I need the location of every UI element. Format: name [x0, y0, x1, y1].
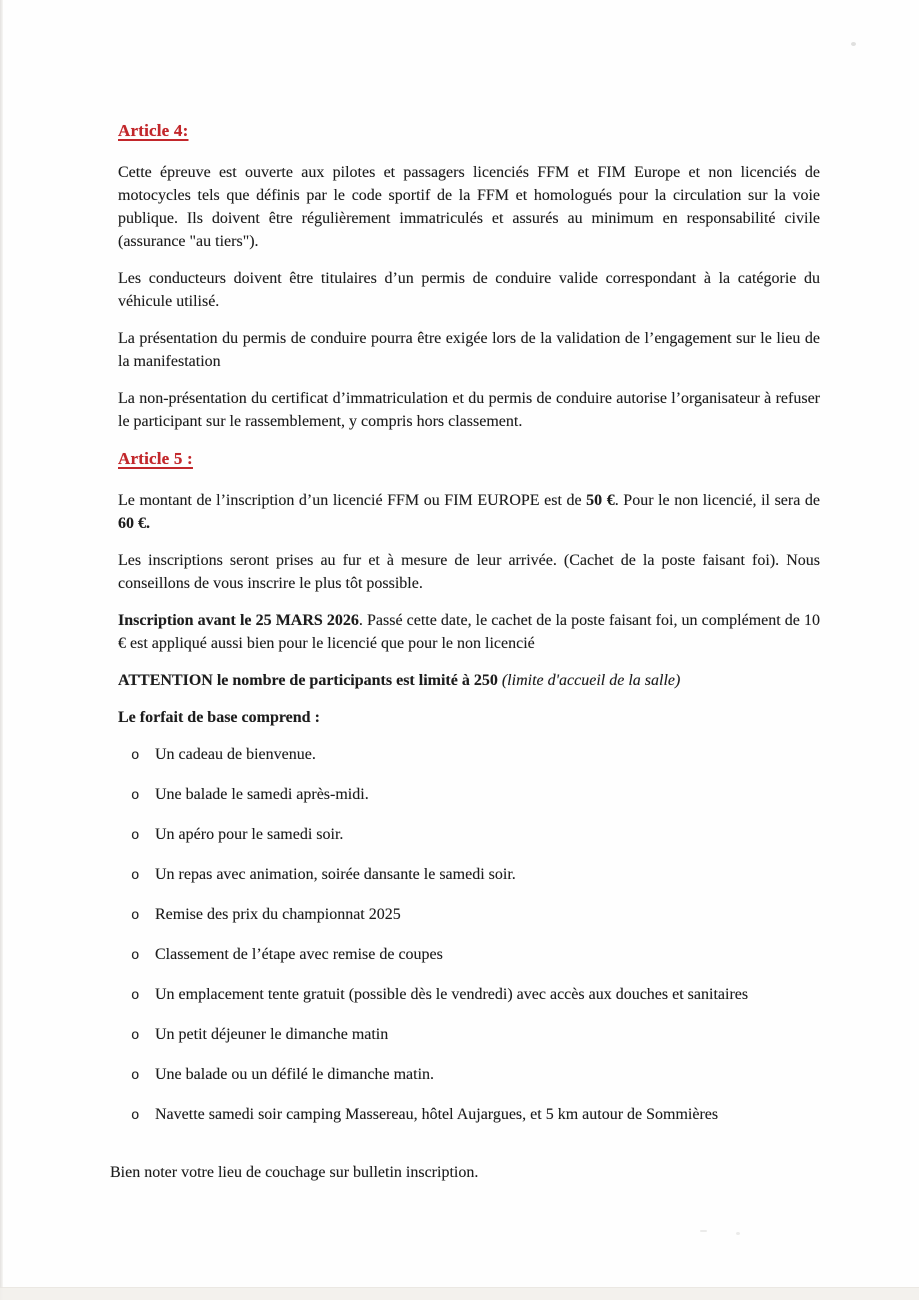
- paragraph-permis-conduire: Les conducteurs doivent être titulaires d’un permis de conduire valide correspondant à la catégorie du véhicule utilisé.: [118, 270, 820, 310]
- list-item: [131, 943, 898, 968]
- list-item-text: Un emplacement tente gratuit (possible dès le vendredi) avec accès aux douches et sanitaires: [155, 986, 749, 1003]
- list-item: [131, 743, 898, 768]
- list-item: [131, 823, 898, 848]
- list-item-text: Un apéro pour le samedi soir.: [155, 826, 344, 843]
- note-couchage: Bien noter votre lieu de couchage sur bulletin inscription.: [110, 1164, 479, 1181]
- list-item-text: Classement de l’étape avec remise de coupes: [155, 946, 443, 963]
- list-item-text: Une balade le samedi après-midi.: [155, 786, 369, 803]
- tarifs-text-2: . Pour le non licencié, il sera de: [614, 492, 821, 509]
- circle-bullet-icon: o: [131, 828, 140, 844]
- list-item: [131, 903, 898, 928]
- list-item-text: Un petit déjeuner le dimanche matin: [155, 1026, 389, 1043]
- forfait-list: [118, 743, 898, 1128]
- circle-bullet-icon: o: [131, 788, 140, 804]
- circle-bullet-icon: o: [131, 868, 140, 884]
- circle-bullet-icon: o: [131, 1108, 140, 1124]
- date-limite-bold: Inscription avant le 25 MARS 2026: [118, 612, 359, 629]
- list-item-text: Navette samedi soir camping Massereau, hôtel Aujargues, et 5 km autour de Sommières: [155, 1106, 719, 1123]
- list-item: [131, 783, 898, 808]
- circle-bullet-icon: o: [131, 1068, 140, 1084]
- article-5-heading: Article 5 :: [118, 449, 193, 468]
- scan-speck: [700, 1230, 707, 1232]
- list-item-text: Un repas avec animation, soirée dansante le samedi soir.: [155, 866, 516, 883]
- paragraph-attention: [118, 669, 820, 692]
- list-item-text: Remise des prix du championnat 2025: [155, 906, 401, 923]
- list-item: [131, 1023, 898, 1048]
- scan-speck: [851, 42, 856, 46]
- paragraph-ordre-arrivee: Les inscriptions seront prises au fur et à mesure de leur arrivée. (Cachet de la poste faisant foi). Nous conseillons de vous inscrire le plus tôt possible.: [118, 552, 820, 592]
- date-limite-rest: . Passé cette date, le cachet de la poste faisant foi, un complément de 10 € est appliqué aussi bien pour le licencié que pour le non licencié: [118, 612, 821, 652]
- list-item: [131, 1103, 898, 1128]
- tarifs-text-1: Le montant de l’inscription d’un licencié FFM ou FIM EUROPE est de: [118, 492, 587, 509]
- circle-bullet-icon: o: [131, 1028, 140, 1044]
- paragraph-non-presentation: La non-présentation du certificat d’immatriculation et du permis de conduire autorise l’organisateur à refuser le participant sur le rassemblement, y compris hors classement.: [118, 390, 820, 430]
- list-item: [131, 863, 898, 888]
- forfait-heading: Le forfait de base comprend :: [118, 709, 320, 726]
- scan-band-artifact: [0, 1287, 919, 1300]
- circle-bullet-icon: o: [131, 948, 140, 964]
- circle-bullet-icon: o: [131, 748, 140, 764]
- article-4-heading: Article 4:: [118, 121, 189, 140]
- list-item: [131, 1063, 898, 1088]
- paragraph-tarifs: [118, 489, 820, 535]
- paragraph-presentation-permis: La présentation du permis de conduire pourra être exigée lors de la validation de l’engagement sur le lieu de la manifestation: [118, 330, 820, 370]
- document-content: [110, 119, 821, 1184]
- list-item-text: Une balade ou un défilé le dimanche matin.: [155, 1066, 435, 1083]
- attention-italic: (limite d'accueil de la salle): [501, 672, 681, 689]
- scan-speck: [736, 1232, 740, 1235]
- list-item-text: Un cadeau de bienvenue.: [155, 746, 316, 763]
- scan-edge-artifact: [0, 0, 3, 1300]
- circle-bullet-icon: o: [131, 908, 140, 924]
- attention-bold: ATTENTION le nombre de participants est limité à 250: [118, 672, 502, 689]
- montant-non-licencie: 60 €.: [118, 515, 150, 532]
- paragraph-date-limite: [118, 609, 820, 655]
- paragraph-eligibilite: Cette épreuve est ouverte aux pilotes et passagers licenciés FFM et FIM Europe et non licenciés de motocycles tels que définis par le code sportif de la FFM et homologués pour la circulation sur la voie publique. Ils doivent être régulièrement immatriculés et assurés au minimum en responsabilité civile (assurance "au tiers").: [118, 164, 820, 250]
- list-item: [131, 983, 898, 1008]
- montant-licencie: 50 €: [586, 492, 615, 509]
- circle-bullet-icon: o: [131, 988, 140, 1004]
